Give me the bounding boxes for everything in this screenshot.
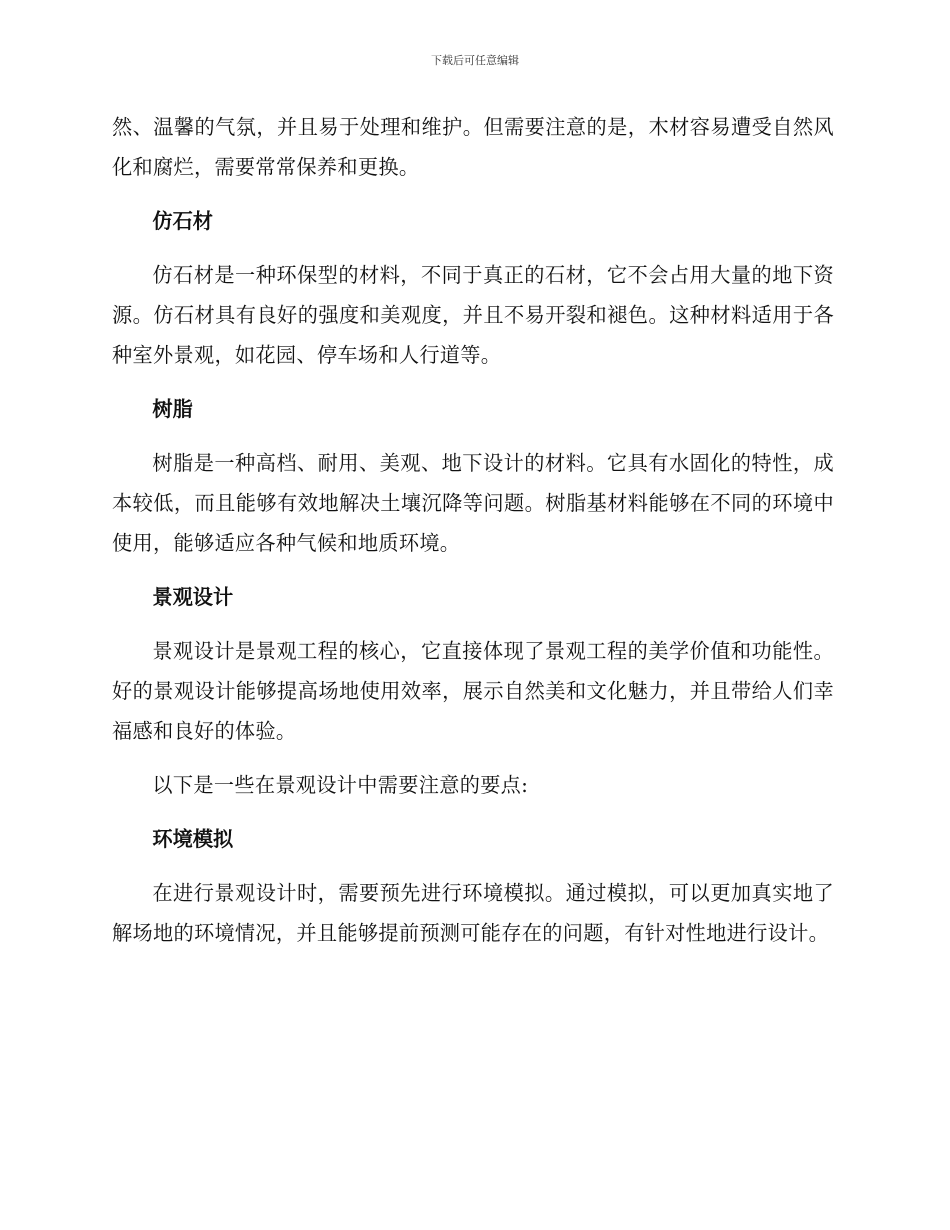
paragraph-imitation-stone: 仿石材是一种环保型的材料，不同于真正的石材，它不会占用大量的地下资源。仿石材具有良好的强度和美观度，并且不易开裂和褪色。这种材料适用于各种室外景观，如花园、停车场和人行道等。 bbox=[112, 263, 834, 367]
section-heading-environment-simulation: 环境模拟 bbox=[152, 827, 234, 851]
section-heading-imitation-stone: 仿石材 bbox=[152, 209, 213, 233]
paragraph-wood-continuation: 然、温馨的气氛，并且易于处理和维护。但需要注意的是，木材容易遭受自然风化和腐烂，需要常常保养和更换。 bbox=[112, 115, 834, 179]
page-header: 下载后可任意编辑 bbox=[431, 54, 519, 67]
section-heading-resin: 树脂 bbox=[152, 397, 193, 421]
section-heading-landscape-design: 景观设计 bbox=[152, 585, 234, 609]
paragraph-key-points-intro: 以下是一些在景观设计中需要注意的要点: bbox=[152, 773, 529, 797]
document-body bbox=[112, 107, 834, 967]
paragraph-landscape-design: 景观设计是景观工程的核心，它直接体现了景观工程的美学价值和功能性。好的景观设计能够提高场地使用效率，展示自然美和文化魅力，并且带给人们幸福感和良好的体验。 bbox=[112, 639, 834, 743]
paragraph-resin: 树脂是一种高档、耐用、美观、地下设计的材料。它具有水固化的特性，成本较低，而且能够有效地解决土壤沉降等问题。树脂基材料能够在不同的环境中使用，能够适应各种气候和地质环境。 bbox=[112, 451, 834, 555]
paragraph-environment-simulation: 在进行景观设计时，需要预先进行环境模拟。通过模拟，可以更加真实地了解场地的环境情况，并且能够提前预测可能存在的问题，有针对性地进行设计。 bbox=[112, 881, 834, 945]
